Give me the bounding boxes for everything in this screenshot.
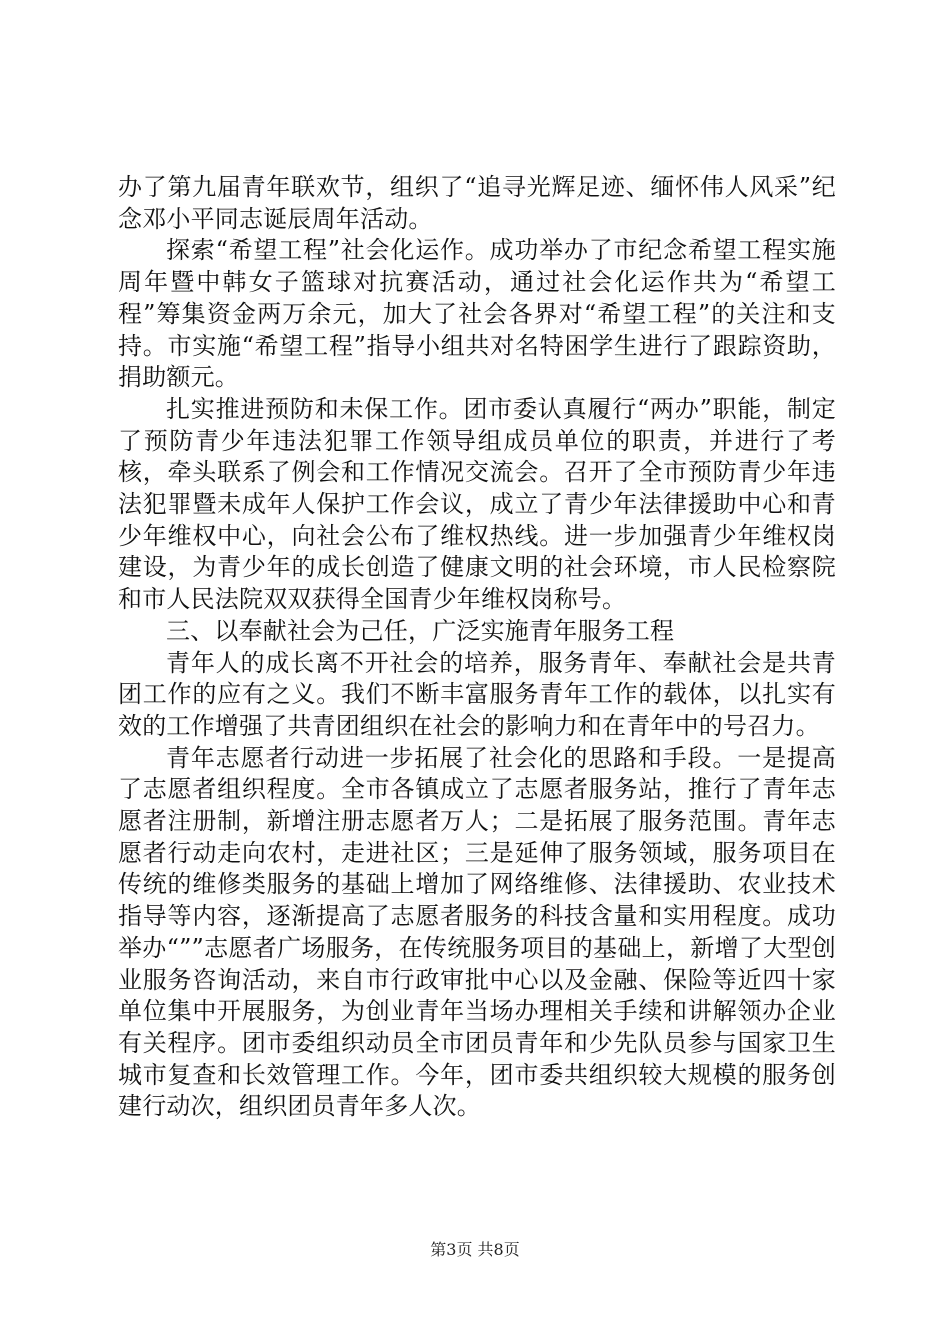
paragraph-1: 办了第九届青年联欢节，组织了“追寻光辉足迹、缅怀伟人风采”纪念邓小平同志诞辰周年活动。 (118, 173, 836, 233)
section-heading: 三、以奉献社会为己任，广泛实施青年服务工程 (166, 616, 675, 645)
paragraph-2: 探索“希望工程”社会化运作。成功举办了市纪念希望工程实施周年暨中韩女子篮球对抗赛活动，通过社会化运作共为“希望工程”筹集资金两万余元，加大了社会各界对“希望工程”的关注和支持。市实施“希望工程”指导小组共对名特困学生进行了跟踪资助，捐助额元。 (118, 236, 836, 392)
paragraph-4: 青年人的成长离不开社会的培养，服务青年、奉献社会是共青团工作的应有之义。我们不断丰富服务青年工作的载体，以扎实有效的工作增强了共青团组织在社会的影响力和在青年中的号召力。 (118, 648, 836, 740)
paragraph-3: 扎实推进预防和未保工作。团市委认真履行“两办”职能，制定了预防青少年违法犯罪工作领导组成员单位的职责，并进行了考核，牵头联系了例会和工作情况交流会。召开了全市预防青少年违法犯罪暨未成年人保护工作会议，成立了青少年法律援助中心和青少年维权中心，向社会公布了维权热线。进一步加强青少年维权岗建设，为青少年的成长创造了健康文明的社会环境，市人民检察院和市人民法院双双获得全国青少年维权岗称号。 (118, 394, 836, 614)
document-body (118, 172, 836, 1123)
page-number-footer: 第3页 共8页 (430, 1240, 520, 1259)
paragraph-5: 青年志愿者行动进一步拓展了社会化的思路和手段。一是提高了志愿者组织程度。全市各镇成立了志愿者服务站，推行了青年志愿者注册制，新增注册志愿者万人；二是拓展了服务范围。青年志愿者行动走向农村，走进社区；三是延伸了服务领域，服务项目在传统的维修类服务的基础上增加了网络维修、法律援助、农业技术指导等内容，逐渐提高了志愿者服务的科技含量和实用程度。成功举办“””志愿者广场服务，在传统服务项目的基础上，新增了大型创业服务咨询活动，来自市行政审批中心以及金融、保险等近四十家单位集中开展服务，为创业青年当场办理相关手续和讲解领办企业有关程序。团市委组织动员全市团员青年和少先队员参与国家卫生城市复查和长效管理工作。今年，团市委共组织较大规模的服务创建行动次，组织团员青年多人次。 (118, 743, 836, 1121)
